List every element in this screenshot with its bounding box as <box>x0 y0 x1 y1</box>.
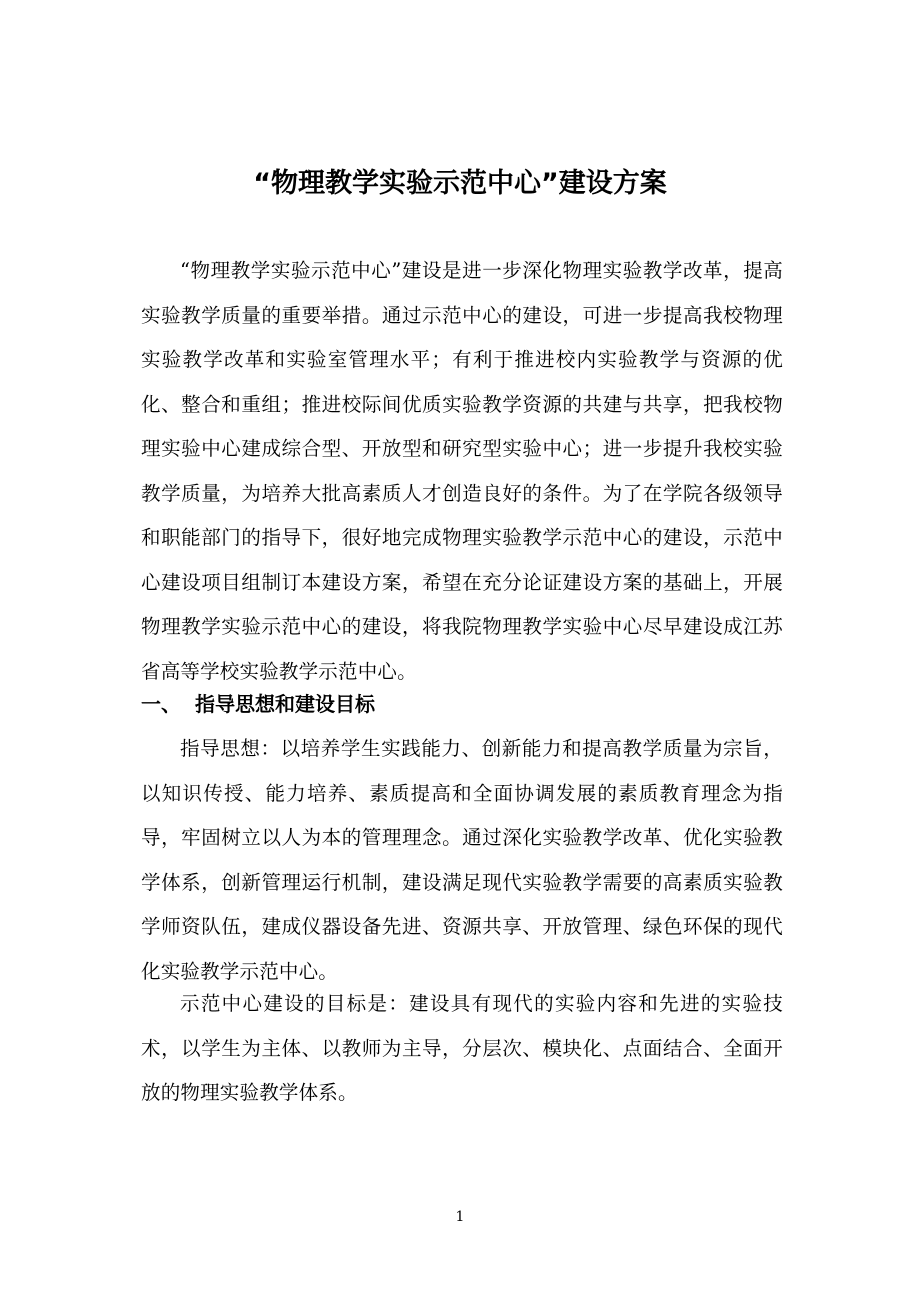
guiding-principles-paragraph: 指导思想：以培养学生实践能力、创新能力和提高教学质量为宗旨，以知识传授、能力培养、素质提高和全面协调发展的素质教育理念为指导，牢固树立以人为本的管理理念。通过深化实验教学改革、优化实验教学体系，创新管理运行机制，建设满足现代实验教学需要的高素质实验教学师资队伍，建成仪器设备先进、资源共享、开放管理、绿色环保的现代化实验教学示范中心。 <box>141 737 783 983</box>
section-title: 指导思想和建设目标 <box>195 692 375 716</box>
goal-paragraph: 示范中心建设的目标是：建设具有现代的实验内容和先进的实验技术，以学生为主体、以教师为主导，分层次、模块化、点面结合、全面开放的物理实验教学体系。 <box>141 992 783 1104</box>
page-number: 1 <box>455 1209 465 1225</box>
section-heading <box>141 684 375 724</box>
document-title: “物理教学实验示范中心”建设方案 <box>253 168 667 199</box>
intro-paragraph: “物理教学实验示范中心”建设是进一步深化物理实验教学改革，提高实验教学质量的重要举措。通过示范中心的建设，可进一步提高我校物理实验教学改革和实验室管理水平；有利于推进校内实验教学与资源的优化、整合和重组；推进校际间优质实验教学资源的共建与共享，把我校物理实验中心建成综合型、开放型和研究型实验中心；进一步提升我校实验教学质量，为培养大批高素质人才创造良好的条件。为了在学院各级领导和职能部门的指导下，很好地完成物理实验教学示范中心的建设，示范中心建设项目组制订本建设方案，希望在充分论证建设方案的基础上，开展物理教学实验示范中心的建设，将我院物理教学实验中心尽早建设成江苏省高等学校实验教学示范中心。 <box>141 259 783 683</box>
section-number: 一、 <box>141 692 181 716</box>
